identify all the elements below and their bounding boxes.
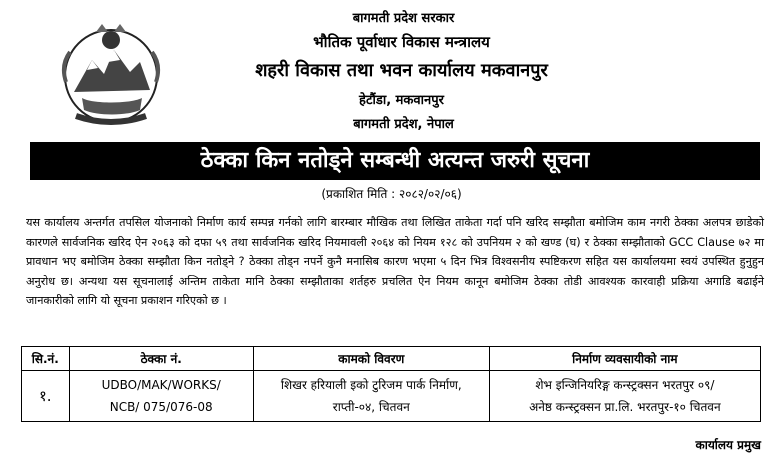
contract-no-line2: NCB/ 075/076-08 bbox=[109, 400, 213, 414]
column-header-work-description: कामको विवरण bbox=[253, 347, 489, 371]
cell-contractor bbox=[489, 371, 760, 422]
contractor-line1: शेभ इन्जिनियरिङ्ग कन्स्ट्रक्सन भरतपुर ०९/ bbox=[535, 378, 715, 392]
publish-date: (प्रकाशित मिति : २०८२/०२/०६) bbox=[321, 187, 462, 201]
header-location: हेटौंडा, मकवानपुर bbox=[359, 93, 444, 108]
contractor-line2: अनेष्ठ कन्स्ट्रक्सन प्रा.लि. भरतपुर-१० चितवन bbox=[529, 400, 721, 414]
table-header-row bbox=[22, 347, 761, 371]
column-header-contract-no: ठेक्का नं. bbox=[69, 347, 253, 371]
cell-sn: १. bbox=[22, 371, 70, 422]
notice-title-banner: ठेक्का किन नतोड्ने सम्बन्धी अत्यन्त जरुरी सूचना bbox=[30, 142, 760, 180]
header-ministry: भौतिक पूर्वाधार विकास मन्त्रालय bbox=[313, 33, 490, 51]
column-header-contractor: निर्माण व्यवसायीको नाम bbox=[489, 347, 760, 371]
contract-table bbox=[21, 346, 761, 422]
column-header-sn: सि.नं. bbox=[22, 347, 70, 371]
work-line1: शिखर हरियाली इको टुरिजम पार्क निर्माण, bbox=[280, 378, 462, 392]
table-row bbox=[22, 371, 761, 422]
cell-work-description bbox=[253, 371, 489, 422]
header-province: बागमती प्रदेश, नेपाल bbox=[353, 117, 454, 132]
header-government: बागमती प्रदेश सरकार bbox=[352, 11, 455, 26]
cell-contract-no bbox=[69, 371, 253, 422]
header-office: शहरी विकास तथा भवन कार्यालय मकवानपुर bbox=[255, 60, 548, 81]
office-chief-signature: कार्यालय प्रमुख bbox=[695, 438, 761, 452]
notice-body: यस कार्यालय अन्तर्गत तपसिल योजनाको निर्माण कार्य सम्पन्न गर्नको लागि बारम्बार मौखिक तथा लिखित ताकेता गर्दा पनि खरिद सम्झौता बमोजिम काम नगरी ठेक्का अलपत्र छाडेको कारणले सार्वजनिक खरिद ऐन २०६३ को दफा ५९ तथा सार्वजनिक खरिद नियमावली २०६४ को नियम १२८ को उपनियम २ को खण्ड (घ) र ठेक्का सम्झौताको GCC Clause ७२ मा प्रावधान भए बमोजिम ठेक्का सम्झौता किन नतोड्ने ? ठेक्का तोड्न नपर्ने कुनै मनासिब कारण भएमा ५ दिन भित्र विश्वसनीय स्पष्टिकरण सहित यस कार्यालयमा स्वयं उपस्थित हुनुहुन अनुरोध छ। अन्यथा यस सूचनालाई अन्तिम ताकेता मानि ठेक्का सम्झौताका शर्तहरु प्रचलित ऐन नियम कानून बमोजिम ठेक्का तोडी आवश्यक कारवाही प्रक्रिया अगाडि बढाईने जानकारीको लागि यो सूचना प्रकाशन गरिएको छ । bbox=[26, 216, 764, 307]
contract-no-line1: UDBO/MAK/WORKS/ bbox=[101, 378, 221, 392]
work-line2: राप्ती-०४, चितवन bbox=[332, 400, 410, 414]
